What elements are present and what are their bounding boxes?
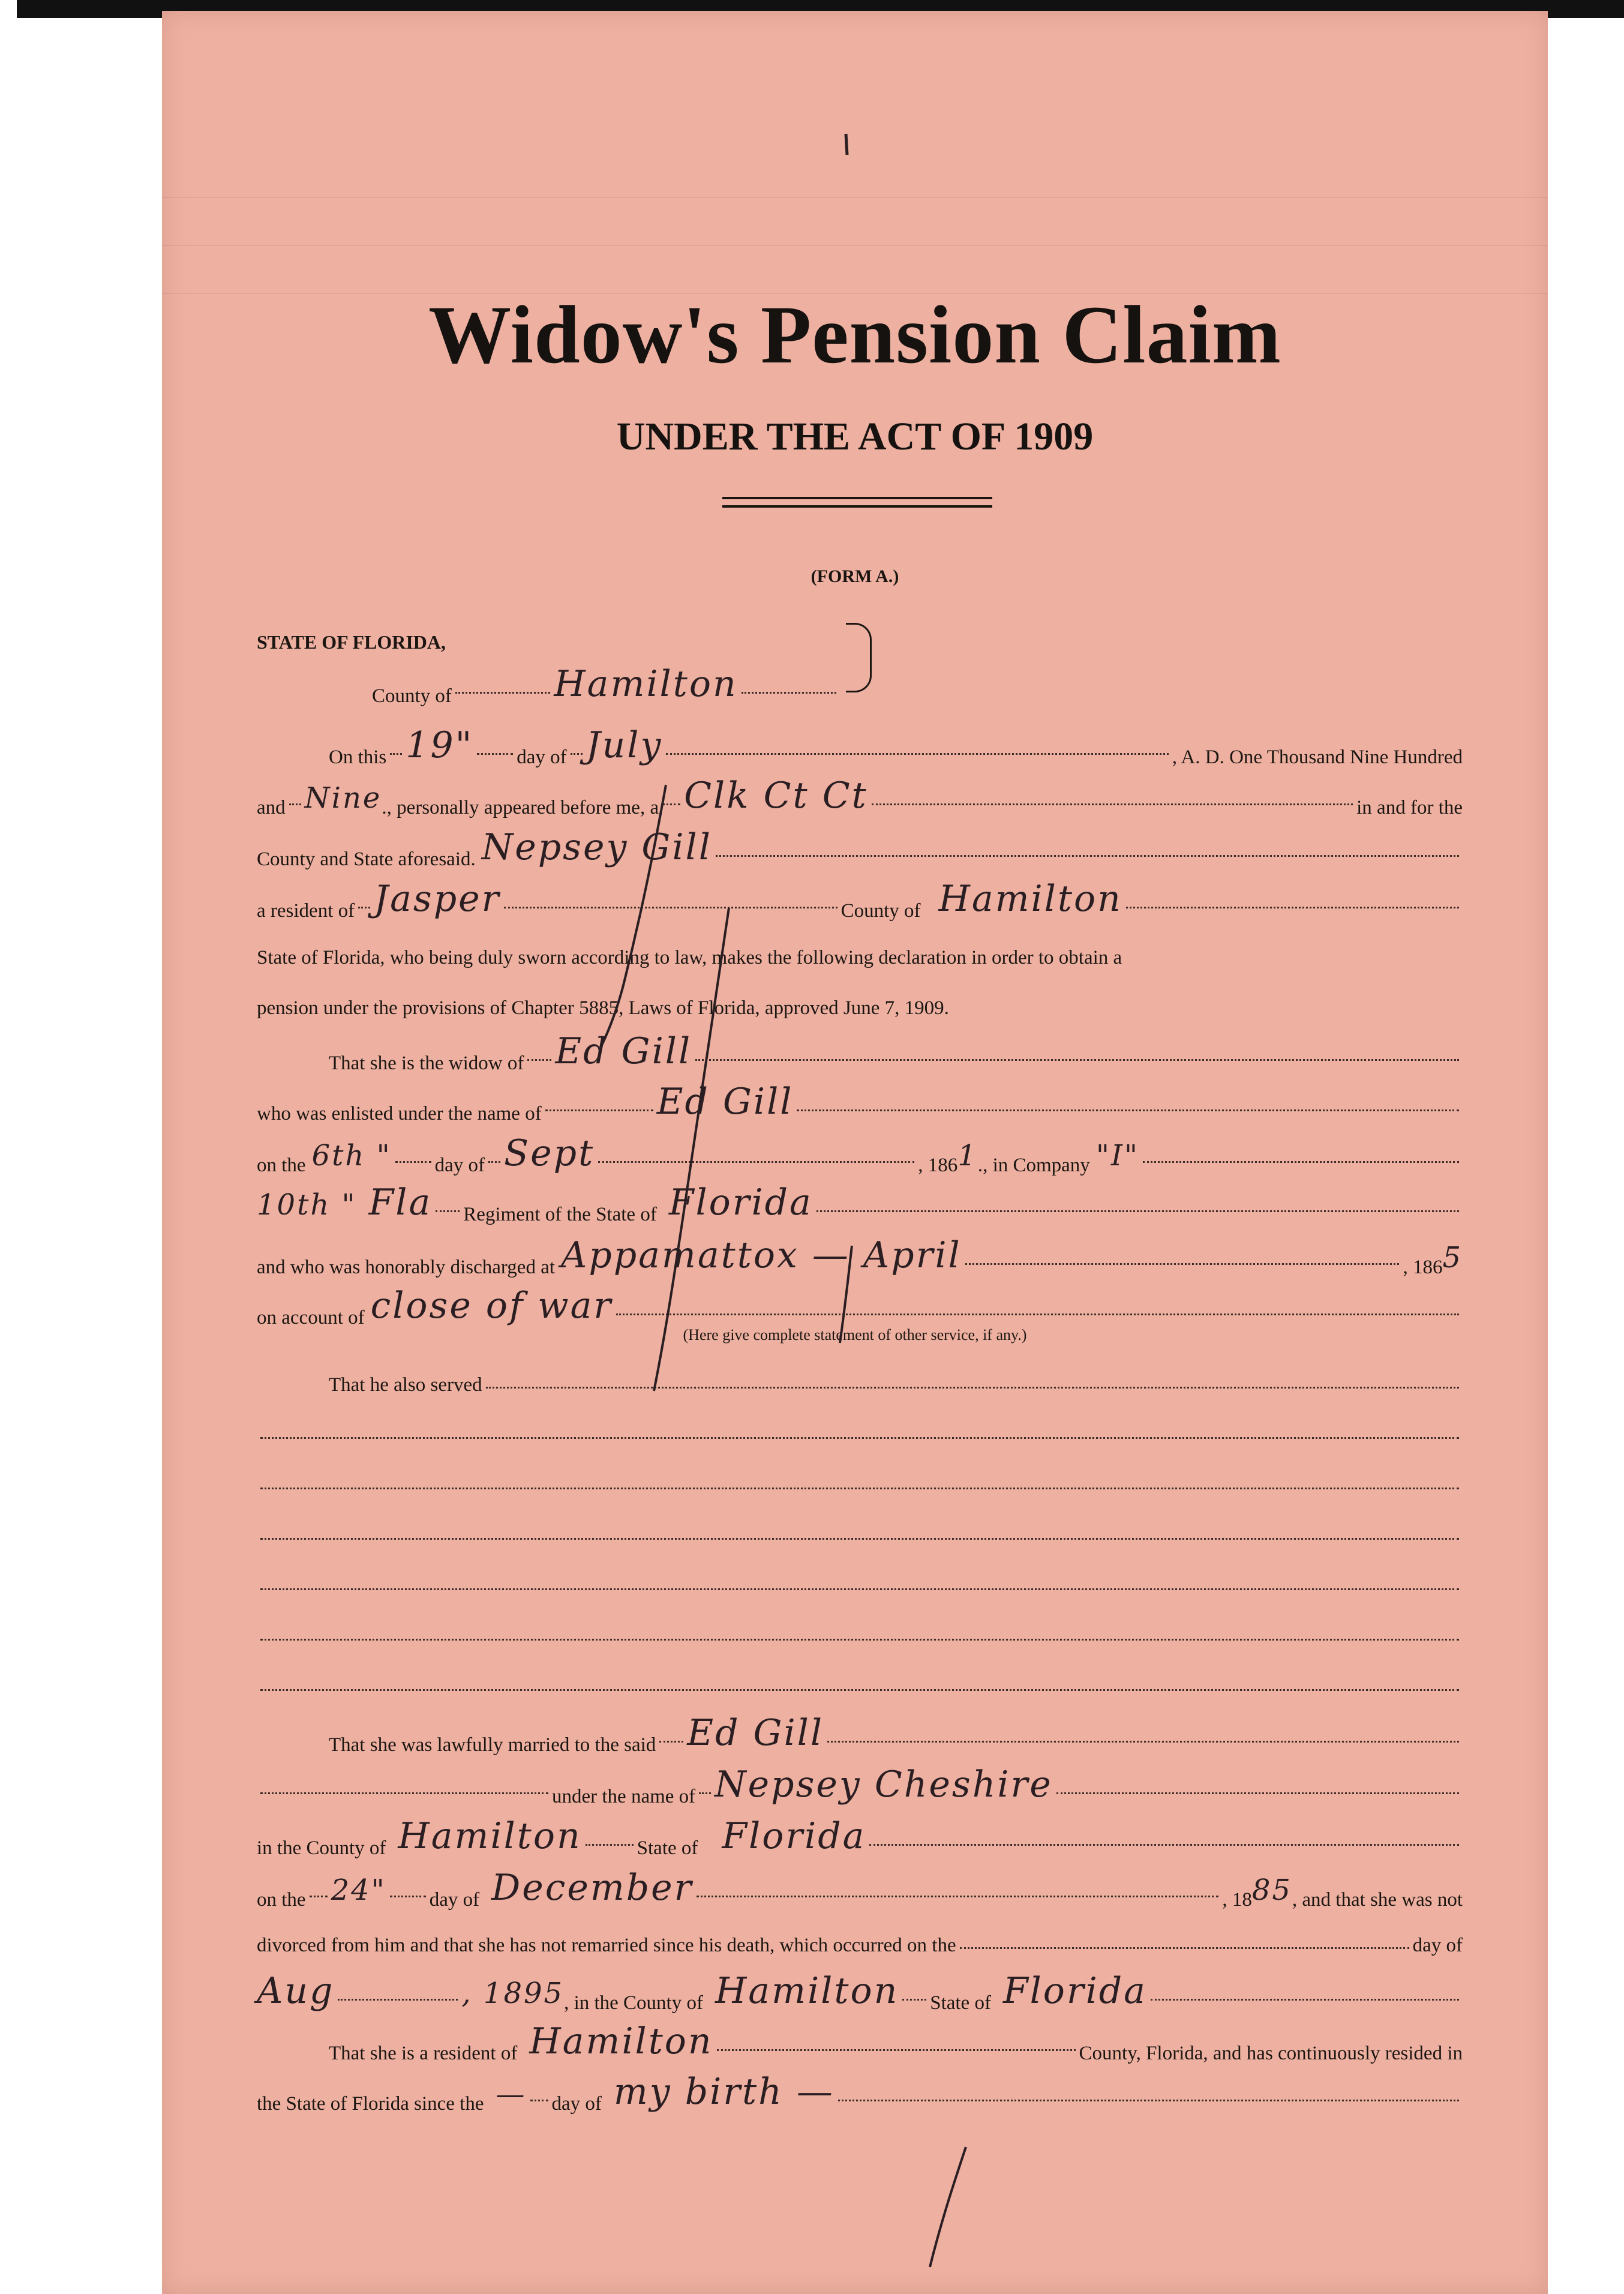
day-of-label: day of xyxy=(434,1155,485,1176)
title-rule-top xyxy=(722,497,992,499)
day-handwritten: 19" xyxy=(406,724,474,766)
residence-county-handwritten: Hamilton xyxy=(529,2020,713,2062)
dotted-leader xyxy=(488,1156,500,1163)
dotted-leader xyxy=(872,799,1353,805)
oath-line-1 xyxy=(257,724,1463,768)
in-and-for-label: in and for the xyxy=(1356,797,1463,818)
month-handwritten: July xyxy=(586,724,663,766)
service-note: (Here give complete statement of other service, if any.) xyxy=(683,1326,1027,1344)
enlisted-line xyxy=(257,1081,1463,1124)
scan-border-left xyxy=(0,0,17,2294)
under-name-label: under the name of xyxy=(552,1786,696,1807)
dotted-leader xyxy=(390,1891,426,1897)
dotted-leader xyxy=(1126,902,1459,908)
marriage-line-4 xyxy=(257,1867,1463,1911)
county-state-label: County and State aforesaid. xyxy=(257,848,476,870)
dotted-leader xyxy=(816,1206,1459,1212)
on-the-label: on the xyxy=(257,1889,306,1911)
regiment-type-handwritten: Fla xyxy=(368,1182,433,1224)
enlist-year-handwritten: 1 xyxy=(957,1139,978,1173)
death-county-handwritten: Hamilton xyxy=(715,1970,899,2012)
dotted-leader xyxy=(260,1584,1459,1590)
county-line xyxy=(372,663,840,707)
and-label: and xyxy=(257,797,286,818)
dotted-leader xyxy=(742,687,836,694)
state-of-label: State of xyxy=(637,1837,698,1859)
marriage-day-handwritten: 24" xyxy=(331,1873,386,1907)
dotted-leader xyxy=(390,748,402,755)
blank-line xyxy=(257,1573,1463,1600)
oath-line-2 xyxy=(257,775,1463,818)
form-title: Widow's Pension Claim xyxy=(428,289,1281,380)
spouse-handwritten: Ed Gill xyxy=(687,1712,824,1754)
discharge-line xyxy=(257,1234,1463,1278)
day-of-label: day of xyxy=(517,746,567,768)
marriage-line-3 xyxy=(257,1815,1463,1859)
dotted-leader xyxy=(616,1309,1459,1315)
oath-line-4 xyxy=(257,878,1463,922)
blank-line xyxy=(257,1422,1463,1449)
state-heading: STATE OF FLORIDA, xyxy=(257,631,446,653)
enlisted-label: who was enlisted under the name of xyxy=(257,1103,542,1124)
dotted-leader xyxy=(699,1788,711,1794)
appeared-label: ., personally appeared before me, a xyxy=(382,797,659,818)
marriage-line-5 xyxy=(257,1932,1463,1959)
dotted-leader xyxy=(310,1891,328,1897)
also-served-line xyxy=(257,1372,1463,1398)
dotted-leader xyxy=(717,2044,1076,2051)
reason-handwritten: close of war xyxy=(370,1285,613,1327)
on-account-label: on account of xyxy=(257,1307,365,1329)
dotted-leader xyxy=(695,1054,1459,1061)
dotted-leader xyxy=(455,687,550,694)
reason-line xyxy=(257,1285,1463,1329)
dotted-leader xyxy=(358,902,370,908)
husband-handwritten: Ed Gill xyxy=(555,1030,692,1072)
widow-of-label: That she is the widow of xyxy=(329,1052,524,1074)
death-month-handwritten: Aug xyxy=(257,1970,335,2012)
blank-line xyxy=(257,1624,1463,1650)
bleed-through-line xyxy=(162,197,1548,198)
year-prefix: , 186 xyxy=(918,1155,958,1176)
day-of-label: day of xyxy=(429,1889,480,1911)
also-served-label: That he also served xyxy=(329,1374,482,1396)
in-county-label: in the County of xyxy=(257,1837,386,1859)
year-prefix: , 18 xyxy=(1222,1889,1252,1911)
dotted-leader xyxy=(436,1206,460,1212)
form-code: (FORM A.) xyxy=(811,566,899,586)
dotted-leader xyxy=(260,1432,1459,1439)
county-prefix: County of xyxy=(372,685,452,707)
officer-handwritten: Clk Ct Ct xyxy=(684,775,868,817)
dotted-leader xyxy=(960,1942,1409,1949)
dotted-leader xyxy=(260,1533,1459,1540)
dotted-leader xyxy=(260,1483,1459,1489)
regiment-state-handwritten: Florida xyxy=(668,1182,813,1224)
dotted-leader xyxy=(1143,1156,1459,1163)
dotted-leader xyxy=(697,1891,1218,1897)
death-line-label: divorced from him and that she has not remarried since his death, which occurred on the xyxy=(257,1935,956,1956)
enlist-day-handwritten: 6th " xyxy=(311,1139,392,1173)
death-state-handwritten: Florida xyxy=(1002,1970,1147,2012)
ad-label: , A. D. One Thousand Nine Hundred xyxy=(1172,746,1463,768)
dotted-leader xyxy=(1151,1994,1459,2001)
marriage-line-1 xyxy=(257,1712,1463,1756)
resident-of-label: That she is a resident of xyxy=(329,2043,518,2064)
enlisted-name-handwritten: Ed Gill xyxy=(656,1081,794,1123)
dotted-leader xyxy=(260,1788,548,1794)
county-of-label: County of xyxy=(840,900,921,922)
year-handwritten: Nine xyxy=(304,781,382,815)
dotted-leader xyxy=(289,799,301,805)
dotted-leader xyxy=(571,748,583,755)
dotted-leader xyxy=(545,1105,653,1111)
dotted-leader xyxy=(477,748,513,755)
oath-line-6: pension under the provisions of Chapter 5885, Laws of Florida, approved June 7, 1909. xyxy=(257,997,949,1019)
on-the-label: on the xyxy=(257,1155,306,1176)
death-day-suffix: day of xyxy=(1412,1935,1463,1956)
state-of-label: State of xyxy=(930,1992,991,2014)
county-florida-label: County, Florida, and has continuously resided in xyxy=(1079,2043,1463,2064)
dotted-leader xyxy=(260,1684,1459,1691)
handwritten-stroke xyxy=(930,2147,966,2267)
marriage-month-handwritten: December xyxy=(491,1867,694,1909)
form-subtitle: UNDER THE ACT OF 1909 xyxy=(616,415,1094,458)
dotted-leader xyxy=(965,1258,1400,1265)
resident-of-label: a resident of xyxy=(257,900,355,922)
regiment-number-handwritten: 10th " xyxy=(257,1188,357,1222)
form-paper xyxy=(162,11,1548,2294)
resident-county-handwritten: Hamilton xyxy=(938,878,1122,920)
discharge-year-handwritten: 5 xyxy=(1442,1241,1463,1275)
maiden-name-handwritten: Nepsey Cheshire xyxy=(715,1764,1053,1806)
claimant-handwritten: Nepsey Gill xyxy=(481,826,712,868)
title-rule-bottom xyxy=(722,505,992,508)
dotted-leader xyxy=(902,1994,926,2001)
regiment-of-label: Regiment of the State of xyxy=(463,1204,657,1225)
not-divorced-label: , and that she was not xyxy=(1292,1889,1463,1911)
dotted-leader xyxy=(1056,1788,1459,1794)
in-company-label: ., in Company xyxy=(977,1155,1090,1176)
residence-line-2 xyxy=(257,2071,1463,2115)
enlist-month-handwritten: Sept xyxy=(504,1132,595,1174)
dotted-leader xyxy=(338,1994,458,2001)
venue-brace xyxy=(846,623,872,692)
death-year-handwritten: , 1895 xyxy=(461,1977,565,2010)
enlist-date-line xyxy=(257,1132,1463,1176)
blank-line xyxy=(257,1473,1463,1499)
county-handwritten: Hamilton xyxy=(554,663,738,705)
dotted-leader xyxy=(260,1634,1459,1641)
marriage-line-6 xyxy=(257,1970,1463,2014)
dotted-leader xyxy=(486,1382,1459,1389)
dotted-leader xyxy=(869,1839,1459,1846)
blank-line xyxy=(257,1674,1463,1701)
discharge-place-handwritten: Appamattox — April xyxy=(561,1234,962,1276)
dotted-leader xyxy=(659,1736,683,1743)
dotted-leader xyxy=(716,850,1459,857)
dotted-leader xyxy=(797,1105,1459,1111)
dotted-leader xyxy=(504,902,837,908)
bleed-through-line xyxy=(162,245,1548,246)
since-handwritten: my birth — xyxy=(613,2071,834,2113)
dotted-leader xyxy=(395,1156,431,1163)
regiment-line xyxy=(257,1182,1463,1225)
resident-handwritten: Jasper xyxy=(374,878,501,920)
day-of-label: day of xyxy=(551,2093,602,2115)
dotted-leader xyxy=(662,799,680,805)
since-the-label: the State of Florida since the xyxy=(257,2093,484,2115)
oath-line-5: State of Florida, who being duly sworn according to law, makes the following declaration in order to obtain a xyxy=(257,947,1122,968)
dotted-leader xyxy=(598,1156,914,1163)
in-county-label: , in the County of xyxy=(564,1992,703,2014)
dotted-leader xyxy=(527,1054,551,1061)
discharge-year-prefix: , 186 xyxy=(1403,1257,1443,1278)
marriage-state-handwritten: Florida xyxy=(722,1815,866,1857)
married-to-label: That she was lawfully married to the said xyxy=(329,1734,656,1756)
ink-mark xyxy=(846,134,847,155)
dotted-leader xyxy=(666,748,1168,755)
on-this-label: On this xyxy=(329,746,387,768)
marriage-line-2 xyxy=(257,1764,1463,1807)
widow-line xyxy=(257,1030,1463,1074)
marriage-county-handwritten: Hamilton xyxy=(398,1815,582,1857)
company-handwritten: "I" xyxy=(1095,1139,1139,1173)
discharged-at-label: and who was honorably discharged at xyxy=(257,1257,556,1278)
marriage-year-handwritten: 85 xyxy=(1251,1873,1292,1907)
dotted-leader xyxy=(827,1736,1459,1743)
dotted-leader xyxy=(586,1839,634,1846)
residence-line-1 xyxy=(257,2020,1463,2064)
dotted-leader xyxy=(530,2095,548,2101)
since-day-handwritten: — xyxy=(496,2077,527,2111)
blank-line xyxy=(257,1523,1463,1549)
dotted-leader xyxy=(838,2095,1459,2101)
oath-line-3 xyxy=(257,826,1463,870)
